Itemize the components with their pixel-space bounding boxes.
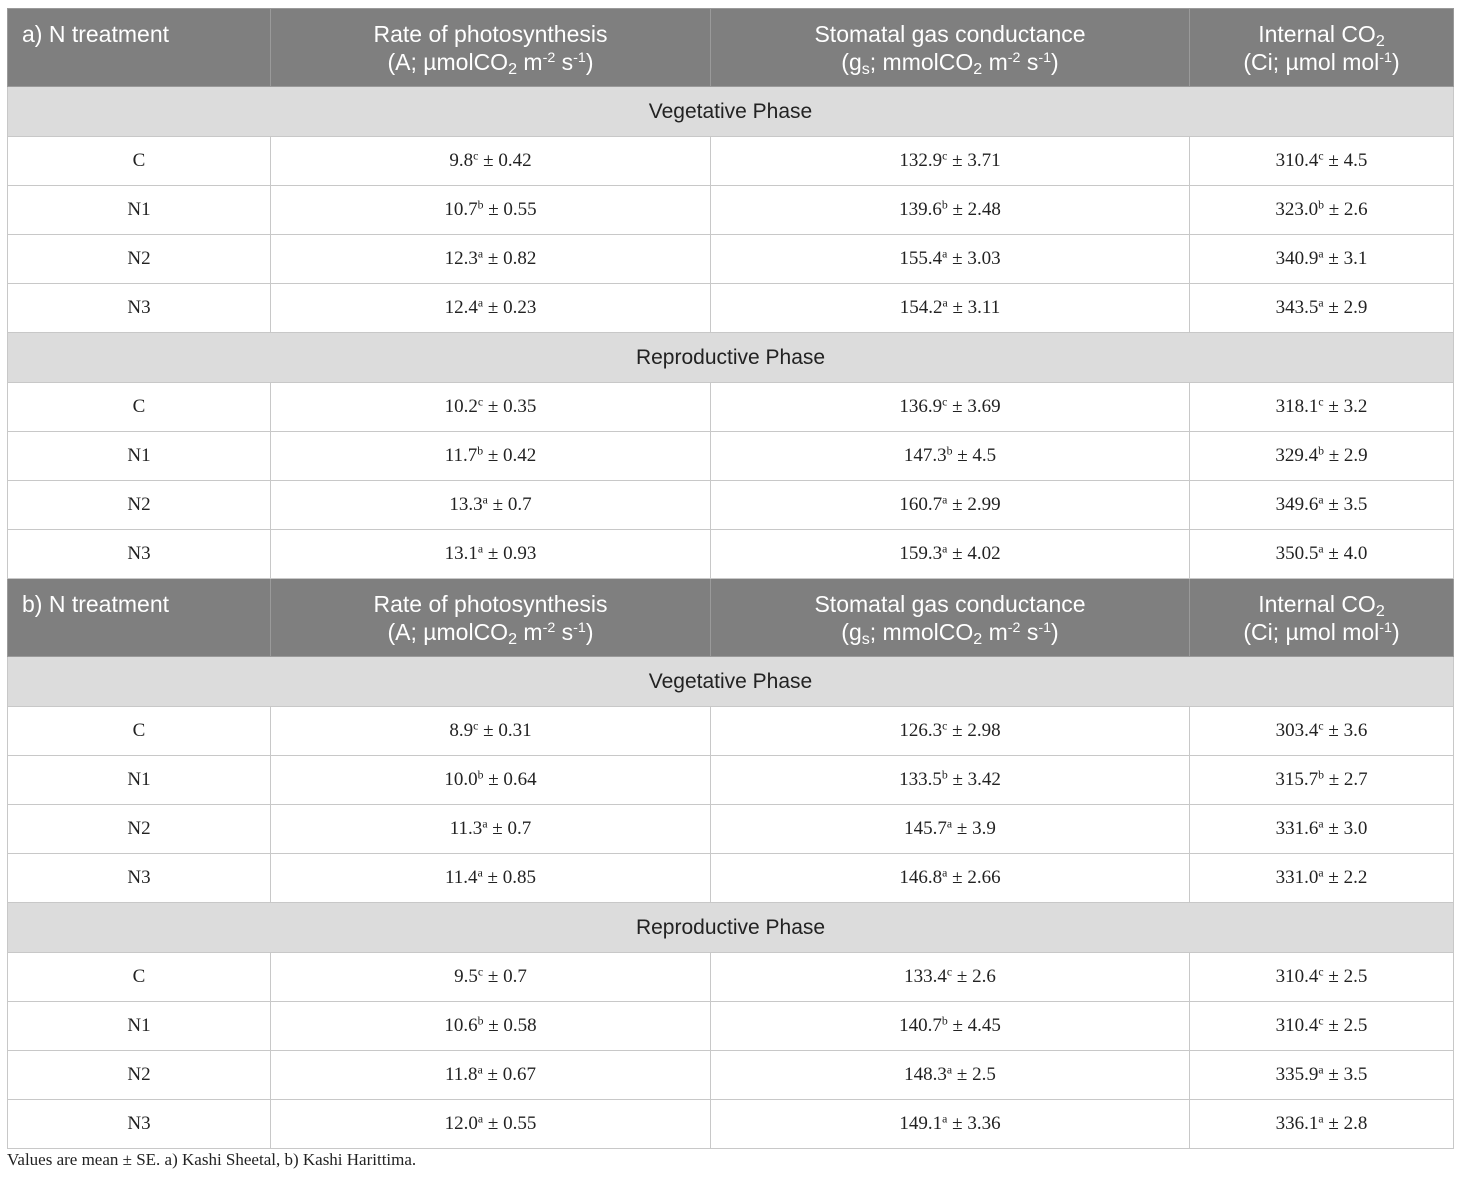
photosynthesis-cell (271, 284, 711, 333)
internal-co2-cell (1190, 137, 1454, 186)
standard-error: ± 4.0 (1323, 543, 1368, 564)
significance-letter: a (946, 817, 953, 831)
significance-letter: a (1318, 296, 1324, 310)
mean-value: 133.5 (899, 769, 942, 790)
significance-letter: a (477, 866, 483, 880)
photosynthesis-cell (271, 953, 711, 1002)
phase-row (8, 657, 1454, 707)
standard-error: ± 0.7 (487, 818, 532, 839)
header-line: Rate of photosynthesis (373, 21, 608, 47)
conductance-cell (711, 284, 1190, 333)
photosynthesis-cell (271, 186, 711, 235)
phase-row (8, 333, 1454, 383)
table-row (8, 854, 1454, 903)
treatment-cell: N2 (8, 481, 271, 530)
table-row (8, 530, 1454, 579)
mean-value: 10.2 (444, 396, 478, 417)
significance-letter: a (942, 247, 948, 261)
treatment-header-label: a) N treatment (22, 21, 169, 47)
internal-co2-cell (1190, 284, 1454, 333)
significance-letter: c (1318, 965, 1324, 979)
conductance-cell (711, 953, 1190, 1002)
mean-value: 331.0 (1275, 867, 1319, 888)
header-text: s (1020, 49, 1039, 75)
header-line: Rate of photosynthesis (373, 591, 608, 617)
significance-letter: b (1318, 444, 1324, 458)
internal-co2-cell (1190, 186, 1454, 235)
header-subscript: 2 (508, 60, 518, 79)
standard-error: ± 0.82 (483, 248, 537, 269)
standard-error: ± 0.42 (478, 150, 532, 171)
photosynthesis-cell (271, 707, 711, 756)
treatment-cell: N2 (8, 1051, 271, 1100)
photosynthesis-cell (271, 1002, 711, 1051)
significance-letter: b (477, 1014, 484, 1028)
significance-letter: c (473, 719, 479, 733)
treatment-cell: C (8, 953, 271, 1002)
mean-value: 155.4 (899, 248, 943, 269)
conductance-cell (711, 756, 1190, 805)
internal-co2-cell (1190, 756, 1454, 805)
standard-error: ± 2.66 (947, 867, 1001, 888)
mean-value: 349.6 (1275, 494, 1319, 515)
header-text: (A; µmolCO (387, 619, 509, 645)
photosynthesis-cell (271, 1100, 711, 1149)
conductance-cell (711, 186, 1190, 235)
photosynthesis-cell (271, 383, 711, 432)
header-text: ; mmolCO (869, 619, 974, 645)
table-row (8, 756, 1454, 805)
mean-value: 350.5 (1275, 543, 1319, 564)
significance-letter: a (942, 542, 948, 556)
header-text: ; mmolCO (869, 49, 974, 75)
significance-letter: b (477, 198, 484, 212)
treatment-cell: N1 (8, 756, 271, 805)
header-line: Stomatal gas conductance (814, 21, 1086, 47)
mean-value: 13.1 (444, 543, 478, 564)
photosynthesis-header (271, 9, 711, 87)
header-subscript: 2 (973, 630, 983, 649)
conductance-cell (711, 1002, 1190, 1051)
header-text: ) (1391, 619, 1400, 645)
standard-error: ± 2.98 (947, 720, 1001, 741)
mean-value: 11.8 (445, 1064, 478, 1085)
mean-value: 11.4 (445, 867, 478, 888)
significance-letter: c (1318, 395, 1324, 409)
standard-error: ± 0.55 (483, 1113, 537, 1134)
header-superscript: -1 (573, 620, 586, 637)
header-superscript: -1 (1379, 620, 1392, 637)
conductance-cell (711, 854, 1190, 903)
table-row (8, 953, 1454, 1002)
significance-letter: b (1318, 768, 1324, 782)
photosynthesis-cell (271, 481, 711, 530)
mean-value: 12.0 (444, 1113, 478, 1134)
standard-error: ± 4.5 (952, 445, 997, 466)
standard-error: ± 4.02 (947, 543, 1001, 564)
header-superscript: -1 (1038, 50, 1052, 67)
standard-error: ± 2.5 (1323, 966, 1368, 987)
significance-letter: a (482, 817, 488, 831)
significance-letter: a (942, 296, 948, 310)
treatment-cell: N3 (8, 854, 271, 903)
header-text: Internal CO (1258, 591, 1376, 617)
significance-letter: a (1318, 1063, 1324, 1077)
standard-error: ± 3.2 (1323, 396, 1368, 417)
standard-error: ± 2.48 (947, 199, 1001, 220)
standard-error: ± 2.99 (947, 494, 1001, 515)
photosynthesis-cell (271, 137, 711, 186)
standard-error: ± 4.5 (1323, 150, 1368, 171)
standard-error: ± 3.03 (947, 248, 1001, 269)
internal-co2-cell (1190, 1002, 1454, 1051)
mean-value: 335.9 (1275, 1064, 1319, 1085)
significance-letter: c (1318, 149, 1324, 163)
significance-letter: b (941, 198, 948, 212)
standard-error: ± 3.5 (1323, 494, 1368, 515)
significance-letter: b (477, 444, 484, 458)
table-row (8, 284, 1454, 333)
photosynthesis-cell (271, 235, 711, 284)
treatment-cell: N1 (8, 186, 271, 235)
internal-co2-cell (1190, 805, 1454, 854)
standard-error: ± 3.5 (1323, 1064, 1368, 1085)
header-text: ) (585, 49, 594, 75)
phase-title: Reproductive Phase (8, 333, 1454, 383)
mean-value: 303.4 (1275, 720, 1319, 741)
header-text: ) (1051, 49, 1059, 75)
header-subscript: 2 (508, 630, 518, 649)
table-row (8, 432, 1454, 481)
significance-letter: a (942, 1112, 948, 1126)
table-row (8, 1002, 1454, 1051)
standard-error: ± 3.6 (1323, 720, 1368, 741)
treatment-cell: C (8, 137, 271, 186)
standard-error: ± 2.9 (1323, 297, 1368, 318)
mean-value: 8.9 (449, 720, 474, 741)
internal-co2-cell (1190, 235, 1454, 284)
standard-error: ± 0.93 (483, 543, 537, 564)
mean-value: 11.7 (444, 445, 478, 466)
conductance-cell (711, 235, 1190, 284)
mean-value: 146.8 (899, 867, 943, 888)
phase-row (8, 903, 1454, 953)
header-text: (A; µmolCO (387, 49, 509, 75)
table-row (8, 1100, 1454, 1149)
mean-value: 323.0 (1275, 199, 1319, 220)
standard-error: ± 0.7 (483, 966, 527, 987)
standard-error: ± 3.71 (947, 150, 1001, 171)
mean-value: 139.6 (899, 199, 942, 220)
mean-value: 10.6 (444, 1015, 478, 1036)
standard-error: ± 0.7 (487, 494, 532, 515)
significance-letter: b (941, 768, 948, 782)
header-superscript: -2 (542, 50, 556, 67)
conductance-cell (711, 707, 1190, 756)
significance-letter: c (942, 719, 948, 733)
header-superscript: -1 (1038, 620, 1052, 637)
phase-row (8, 87, 1454, 137)
header-line: Stomatal gas conductance (814, 591, 1086, 617)
mean-value: 12.4 (444, 297, 478, 318)
significance-letter: a (946, 1063, 953, 1077)
header-subscript: s (861, 630, 870, 649)
significance-letter: c (477, 965, 484, 979)
significance-letter: a (1318, 247, 1324, 261)
standard-error: ± 0.42 (483, 445, 537, 466)
table-row (8, 235, 1454, 284)
conductance-cell (711, 530, 1190, 579)
conductance-cell (711, 137, 1190, 186)
gas-exchange-table (7, 8, 1454, 1149)
mean-value: 126.3 (899, 720, 943, 741)
significance-letter: a (477, 542, 484, 556)
mean-value: 147.3 (903, 445, 947, 466)
treatment-cell: N3 (8, 530, 271, 579)
treatment-cell: C (8, 707, 271, 756)
significance-letter: a (482, 493, 488, 507)
table-row (8, 481, 1454, 530)
phase-title: Vegetative Phase (8, 87, 1454, 137)
conductance-cell (711, 383, 1190, 432)
internal-co2-header (1190, 9, 1454, 87)
header-row (8, 579, 1454, 657)
data-table-container (7, 8, 1453, 1149)
header-subscript: 2 (1375, 602, 1385, 621)
table-footnote: Values are mean ± SE. a) Kashi Sheetal, b) Kashi Harittima. (7, 1150, 417, 1169)
header-row (8, 9, 1454, 87)
significance-letter: c (946, 965, 953, 979)
internal-co2-cell (1190, 707, 1454, 756)
photosynthesis-header (271, 579, 711, 657)
header-text: m (982, 49, 1008, 75)
table-row (8, 805, 1454, 854)
significance-letter: c (942, 149, 948, 163)
internal-co2-cell (1190, 953, 1454, 1002)
treatment-cell: N1 (8, 1002, 271, 1051)
header-superscript: -2 (542, 620, 556, 637)
significance-letter: b (1318, 198, 1324, 212)
significance-letter: a (477, 296, 484, 310)
header-text: (Ci; µmol mol (1243, 49, 1380, 75)
standard-error: ± 0.23 (483, 297, 537, 318)
standard-error: ± 0.55 (483, 199, 537, 220)
conductance-cell (711, 481, 1190, 530)
header-subscript: s (861, 60, 870, 79)
header-text: m (982, 619, 1008, 645)
internal-co2-cell (1190, 854, 1454, 903)
standard-error: ± 3.69 (947, 396, 1001, 417)
mean-value: 9.8 (449, 150, 474, 171)
treatment-cell: N3 (8, 284, 271, 333)
standard-error: ± 0.67 (482, 1064, 536, 1085)
significance-letter: a (477, 1063, 483, 1077)
significance-letter: a (1318, 1112, 1324, 1126)
significance-letter: a (477, 1112, 484, 1126)
mean-value: 136.9 (899, 396, 943, 417)
conductance-header (711, 9, 1190, 87)
table-row (8, 186, 1454, 235)
conductance-header (711, 579, 1190, 657)
mean-value: 145.7 (904, 818, 947, 839)
standard-error: ± 3.11 (947, 297, 1001, 318)
mean-value: 329.4 (1275, 445, 1319, 466)
treatment-header-label: b) N treatment (22, 591, 169, 617)
significance-letter: b (477, 768, 484, 782)
mean-value: 310.4 (1275, 1015, 1319, 1036)
header-text: (g (841, 619, 862, 645)
internal-co2-header (1190, 579, 1454, 657)
header-text: ) (1391, 49, 1400, 75)
standard-error: ± 2.7 (1323, 769, 1368, 790)
phase-title: Vegetative Phase (8, 657, 1454, 707)
table-row (8, 707, 1454, 756)
internal-co2-cell (1190, 530, 1454, 579)
header-text: s (555, 619, 574, 645)
mean-value: 148.3 (904, 1064, 947, 1085)
significance-letter: a (477, 247, 484, 261)
photosynthesis-cell (271, 432, 711, 481)
header-text: Internal CO (1258, 21, 1376, 47)
standard-error: ± 2.8 (1323, 1113, 1368, 1134)
header-subscript: 2 (1375, 32, 1385, 51)
mean-value: 11.3 (449, 818, 483, 839)
internal-co2-cell (1190, 481, 1454, 530)
treatment-cell: N2 (8, 805, 271, 854)
mean-value: 12.3 (444, 248, 478, 269)
mean-value: 13.3 (449, 494, 483, 515)
standard-error: ± 0.35 (483, 396, 537, 417)
mean-value: 160.7 (899, 494, 943, 515)
header-superscript: -2 (1007, 50, 1021, 67)
mean-value: 9.5 (454, 966, 478, 987)
treatment-cell: N1 (8, 432, 271, 481)
standard-error: ± 2.2 (1323, 867, 1368, 888)
header-text: ) (585, 619, 594, 645)
mean-value: 133.4 (904, 966, 947, 987)
significance-letter: c (477, 395, 484, 409)
internal-co2-cell (1190, 1100, 1454, 1149)
mean-value: 310.4 (1275, 966, 1319, 987)
standard-error: ± 2.5 (1323, 1015, 1368, 1036)
significance-letter: a (1318, 817, 1324, 831)
header-text: s (1020, 619, 1039, 645)
standard-error: ± 2.5 (952, 1064, 996, 1085)
header-text: m (517, 49, 543, 75)
significance-letter: b (941, 1014, 948, 1028)
header-subscript: 2 (973, 60, 983, 79)
mean-value: 331.6 (1275, 818, 1319, 839)
significance-letter: c (1318, 719, 1324, 733)
significance-letter: c (942, 395, 948, 409)
table-row (8, 1051, 1454, 1100)
treatment-cell: C (8, 383, 271, 432)
significance-letter: a (1318, 866, 1324, 880)
significance-letter: c (1318, 1014, 1324, 1028)
standard-error: ± 3.1 (1323, 248, 1368, 269)
treatment-cell: N2 (8, 235, 271, 284)
header-text: m (517, 619, 543, 645)
mean-value: 10.7 (444, 199, 478, 220)
table-row (8, 383, 1454, 432)
standard-error: ± 0.64 (483, 769, 537, 790)
mean-value: 132.9 (899, 150, 943, 171)
significance-letter: a (942, 493, 948, 507)
mean-value: 310.4 (1275, 150, 1319, 171)
mean-value: 149.1 (899, 1113, 943, 1134)
mean-value: 154.2 (899, 297, 943, 318)
treatment-header (8, 9, 271, 87)
header-text: (Ci; µmol mol (1243, 619, 1380, 645)
photosynthesis-cell (271, 854, 711, 903)
conductance-cell (711, 1100, 1190, 1149)
standard-error: ± 3.42 (947, 769, 1001, 790)
standard-error: ± 3.9 (952, 818, 996, 839)
treatment-cell: N3 (8, 1100, 271, 1149)
standard-error: ± 0.85 (482, 867, 536, 888)
conductance-cell (711, 1051, 1190, 1100)
phase-title: Reproductive Phase (8, 903, 1454, 953)
treatment-header (8, 579, 271, 657)
mean-value: 140.7 (899, 1015, 942, 1036)
mean-value: 159.3 (899, 543, 943, 564)
standard-error: ± 0.31 (478, 720, 532, 741)
mean-value: 318.1 (1275, 396, 1319, 417)
significance-letter: a (942, 866, 948, 880)
photosynthesis-cell (271, 805, 711, 854)
standard-error: ± 3.36 (947, 1113, 1001, 1134)
mean-value: 10.0 (444, 769, 478, 790)
significance-letter: c (473, 149, 479, 163)
photosynthesis-cell (271, 756, 711, 805)
photosynthesis-cell (271, 1051, 711, 1100)
standard-error: ± 2.6 (952, 966, 996, 987)
internal-co2-cell (1190, 432, 1454, 481)
significance-letter: b (946, 444, 953, 458)
significance-letter: a (1318, 542, 1324, 556)
header-superscript: -2 (1007, 620, 1021, 637)
standard-error: ± 2.9 (1323, 445, 1368, 466)
table-row (8, 137, 1454, 186)
mean-value: 315.7 (1275, 769, 1319, 790)
conductance-cell (711, 432, 1190, 481)
header-text: s (555, 49, 574, 75)
header-superscript: -1 (573, 50, 586, 67)
internal-co2-cell (1190, 383, 1454, 432)
header-text: (g (841, 49, 862, 75)
conductance-cell (711, 805, 1190, 854)
mean-value: 343.5 (1275, 297, 1319, 318)
header-text: ) (1051, 619, 1059, 645)
photosynthesis-cell (271, 530, 711, 579)
internal-co2-cell (1190, 1051, 1454, 1100)
standard-error: ± 2.6 (1323, 199, 1368, 220)
standard-error: ± 0.58 (483, 1015, 537, 1036)
mean-value: 336.1 (1275, 1113, 1319, 1134)
standard-error: ± 4.45 (947, 1015, 1001, 1036)
standard-error: ± 3.0 (1323, 818, 1368, 839)
significance-letter: a (1318, 493, 1324, 507)
header-superscript: -1 (1379, 50, 1392, 67)
mean-value: 340.9 (1275, 248, 1319, 269)
